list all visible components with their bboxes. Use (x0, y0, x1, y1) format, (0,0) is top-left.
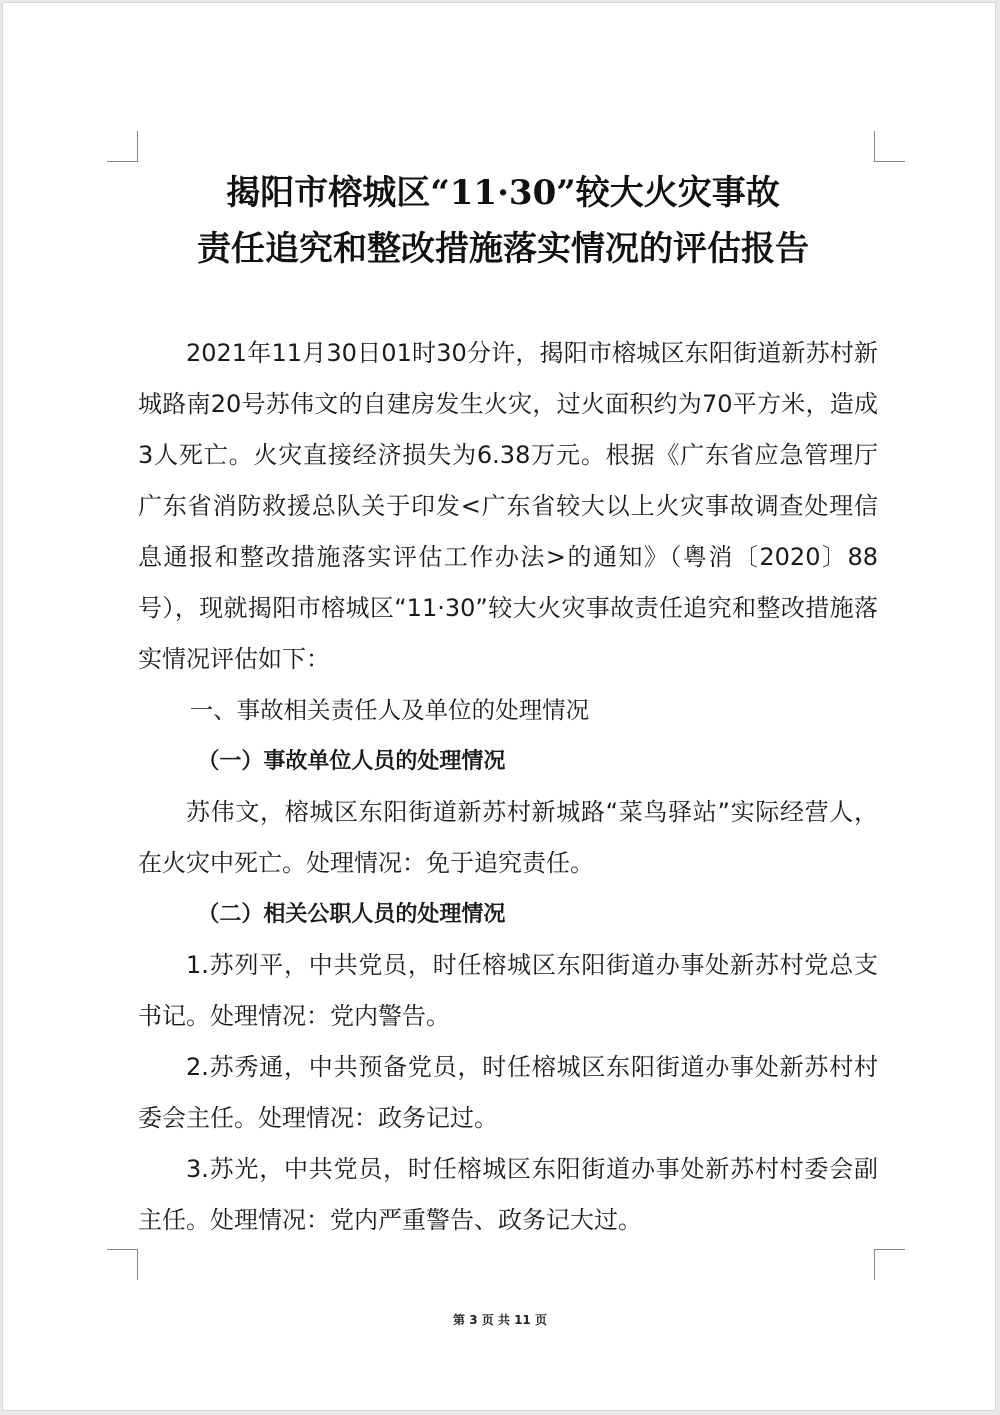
subsection-heading-2: （二）相关公职人员的处理情况 (197, 901, 506, 927)
list-item-2: 2.苏秀通，中共预备党员，时任榕城区东阳街道办事处新苏村村委会主任。处理情况：政务记过。 (138, 1053, 878, 1132)
section-heading: 一、事故相关责任人及单位的处理情况 (189, 696, 590, 724)
crop-mark-bottom-left (107, 1249, 138, 1280)
document-body (138, 328, 878, 1246)
document-page (2, 2, 996, 1411)
list-item-1: 1.苏列平，中共党员，时任榕城区东阳街道办事处新苏村党总支书记。处理情况：党内警告。 (138, 951, 878, 1030)
crop-mark-top-right (874, 131, 905, 162)
intro-paragraph: 2021年11月30日01时30分许，揭阳市榕城区东阳街道新苏村新城路南20号苏伟文的自建房发生火灾，过火面积约为70平方米，造成3人死亡。火灾直接经济损失为6.38万元。根据《广东省应急管理厅 广东省消防救援总队关于印发<广东省较大以上火灾事故调查处理信息通报和整改措施落实评估工作办法>的通知》（粤消〔2020〕88号），现就揭阳市榕城区“11·30”较大火灾事故责任追究和整改措施落实情况评估如下： (138, 339, 878, 673)
crop-mark-top-left (107, 131, 138, 162)
document-title-line-1: 揭阳市榕城区“11·30”较大火灾事故 (226, 173, 780, 213)
page-number: 第 3 页 共 11 页 (453, 1313, 547, 1327)
subsection-heading-1: （一）事故单位人员的处理情况 (197, 748, 506, 774)
subsection-1-text: 苏伟文，榕城区东阳街道新苏村新城路“菜鸟驿站”实际经营人，在火灾中死亡。处理情况：免于追究责任。 (138, 798, 878, 877)
list-item-3: 3.苏光，中共党员，时任榕城区东阳街道办事处新苏村村委会副主任。处理情况：党内严重警告、政务记大过。 (138, 1155, 878, 1234)
document-title-line-2: 责任追究和整改措施落实情况的评估报告 (197, 229, 809, 269)
crop-mark-bottom-right (874, 1249, 905, 1280)
